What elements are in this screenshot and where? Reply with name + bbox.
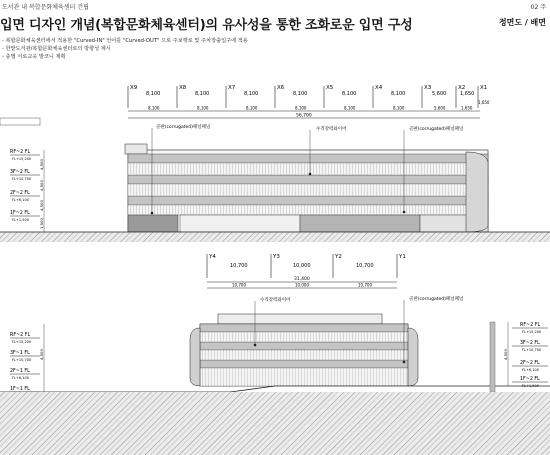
dim-text: 10,000 <box>293 263 311 269</box>
floor-panel-band <box>200 342 408 350</box>
height-dim: 1,500 <box>39 218 44 229</box>
level-label: 2F~1 FL <box>10 369 30 374</box>
edge-dimension: 1,650 <box>478 100 490 105</box>
dim-text: 8,100 <box>295 105 307 111</box>
dim-text: 8,100 <box>344 105 356 111</box>
glazing-band <box>128 205 488 215</box>
level-markers-top <box>0 118 40 222</box>
dim-text: 8,100 <box>244 91 259 97</box>
level-value: FL+15,200 <box>12 157 32 161</box>
sheet-header-number: 02 주 <box>530 4 546 11</box>
glazing-band <box>200 350 408 360</box>
level-markers-bottom-left <box>10 332 40 398</box>
ground-floor-panel <box>300 215 420 232</box>
grid-label: X3 <box>424 85 432 91</box>
dim-text: 8,100 <box>393 105 405 111</box>
curved-end-right <box>408 328 418 386</box>
grid-label: X6 <box>277 85 285 91</box>
glazing-band <box>128 163 488 175</box>
total-dimension: 56,700 <box>296 113 312 119</box>
ground-floor-wall <box>128 215 178 232</box>
grid-label: X8 <box>179 85 187 91</box>
grid-label: X7 <box>228 85 236 91</box>
roof-structure <box>125 144 147 154</box>
site-ramp <box>0 386 550 392</box>
height-dim: 4,500 <box>39 159 44 170</box>
dim-text: 10,000 <box>295 282 309 288</box>
dim-text: 8,100 <box>342 91 357 97</box>
dim-text: 1,650 <box>461 105 473 111</box>
level-label: RF~2 FL <box>10 333 31 338</box>
level-value: FL+10,700 <box>12 358 32 362</box>
dim-text: 8,100 <box>391 91 406 97</box>
sub-dimensions-bottom <box>232 283 372 288</box>
sheet-header-project: 도서관 내 복합문화체육센터 건립 <box>2 4 89 11</box>
floor-panel-band <box>128 154 488 163</box>
glazing-band <box>200 368 408 386</box>
roof-parapet <box>218 314 382 324</box>
dim-text: 8,100 <box>146 91 161 97</box>
ground-hatch-top <box>0 232 550 242</box>
ground-floor-glazing <box>180 215 300 232</box>
level-label: 1F~2 FL <box>10 211 30 216</box>
bay-dimensions-top <box>146 91 474 97</box>
curved-end-left <box>190 328 200 386</box>
level-label: 3F~2 FL <box>10 170 30 175</box>
grid-label: X9 <box>130 85 138 91</box>
height-dim: 4,500 <box>503 349 508 360</box>
grid-label: Y2 <box>335 254 342 260</box>
floor-panel-band <box>200 324 408 332</box>
grid-label: X4 <box>375 85 383 91</box>
dim-text: 8,100 <box>195 91 210 97</box>
level-value: FL+10,700 <box>522 348 542 352</box>
grid-label: Y4 <box>209 254 216 260</box>
level-label: RF~2 FL <box>520 323 541 328</box>
dim-text: 8,100 <box>293 91 308 97</box>
callout-label: 수직강력와이어 <box>260 298 291 303</box>
note-line-3: - 층별 서로교욱 발코니 계획 <box>2 54 66 60</box>
level-marker-box <box>0 118 40 125</box>
callout-label: 골판(corrugated)패널패널 <box>409 297 464 302</box>
dim-text: 8,100 <box>246 105 258 111</box>
level-value: FL+1,500 <box>12 218 29 222</box>
glazing-band <box>128 184 488 196</box>
ground-hatch-bottom <box>0 392 550 455</box>
level-label: RF~2 FL <box>10 150 31 155</box>
height-dim: 4,500 <box>39 349 44 360</box>
note-line-2: - 한밭도서관/복합문화체육센터로의 방향성 제시 <box>2 46 111 52</box>
callout-label: 골판(corrugated)패널패널 <box>156 125 211 130</box>
dim-text: 5,600 <box>434 105 446 111</box>
grid-label: X5 <box>326 85 334 91</box>
level-value: FL+6,100 <box>12 376 29 380</box>
level-markers-bottom-right <box>490 322 548 392</box>
dim-text: 1,650 <box>460 91 475 97</box>
dim-text: 10,700 <box>232 282 246 288</box>
dim-text: 10,700 <box>356 263 374 269</box>
level-value: FL+15,200 <box>522 330 542 334</box>
level-value: FL+10,700 <box>12 177 32 181</box>
elevation-top <box>0 85 550 242</box>
height-dim: 4,500 <box>39 180 44 191</box>
note-line-1: - 복합문화체육센터에서 적용한 "Curved-IN" 언어를 "Curved-OUT" 으로 주보행로 및 주차장출입구에 적용 <box>2 38 248 44</box>
total-dimension: 31,400 <box>294 277 310 282</box>
dim-text: 10,700 <box>358 282 372 288</box>
level-value: FL+6,100 <box>12 198 29 202</box>
grid-label: Y1 <box>399 254 406 260</box>
dim-text: 10,700 <box>230 263 248 269</box>
sheet-title-right: 정면도 / 배면 <box>498 18 546 27</box>
floor-panel-band <box>128 175 488 184</box>
glazing-band <box>200 332 408 342</box>
floor-panel-band <box>128 196 488 205</box>
dim-text: 5,600 <box>432 91 447 97</box>
level-value: FL+1,500 <box>522 384 539 388</box>
level-label: 2F~2 FL <box>520 361 540 366</box>
dim-text: 8,100 <box>197 105 209 111</box>
height-dimensions-top <box>39 159 44 229</box>
callout-label: 수직강력와이어 <box>316 127 347 132</box>
grid-label: Y3 <box>273 254 280 260</box>
curved-end-wall <box>466 152 488 232</box>
height-dim: 4,500 <box>39 200 44 211</box>
level-value: FL+6,100 <box>522 368 539 372</box>
grid-label: X1 <box>480 85 488 91</box>
level-label: 1F~2 FL <box>520 377 540 382</box>
callout-label: 골판(corrugated)패널패널 <box>409 127 464 132</box>
level-label: 3F~2 FL <box>520 341 540 346</box>
level-value: FL+15,200 <box>12 340 32 344</box>
floor-panel-band <box>200 360 408 368</box>
bay-dimensions-bottom <box>230 263 374 269</box>
dim-text: 8,100 <box>148 105 160 111</box>
level-label: 2F~2 FL <box>10 191 30 196</box>
level-scale-bar <box>490 322 495 392</box>
level-label: 3F~1 FL <box>10 351 30 356</box>
sheet-title: 입면 디자인 개념(복합문화체육센터)의 유사성을 통한 조화로운 입면 구성 <box>0 18 413 33</box>
grid-label: X2 <box>458 85 466 91</box>
elevation-bottom <box>0 254 550 455</box>
level-label: 1F~1 FL <box>10 387 30 392</box>
sub-dimensions-top <box>148 106 473 111</box>
